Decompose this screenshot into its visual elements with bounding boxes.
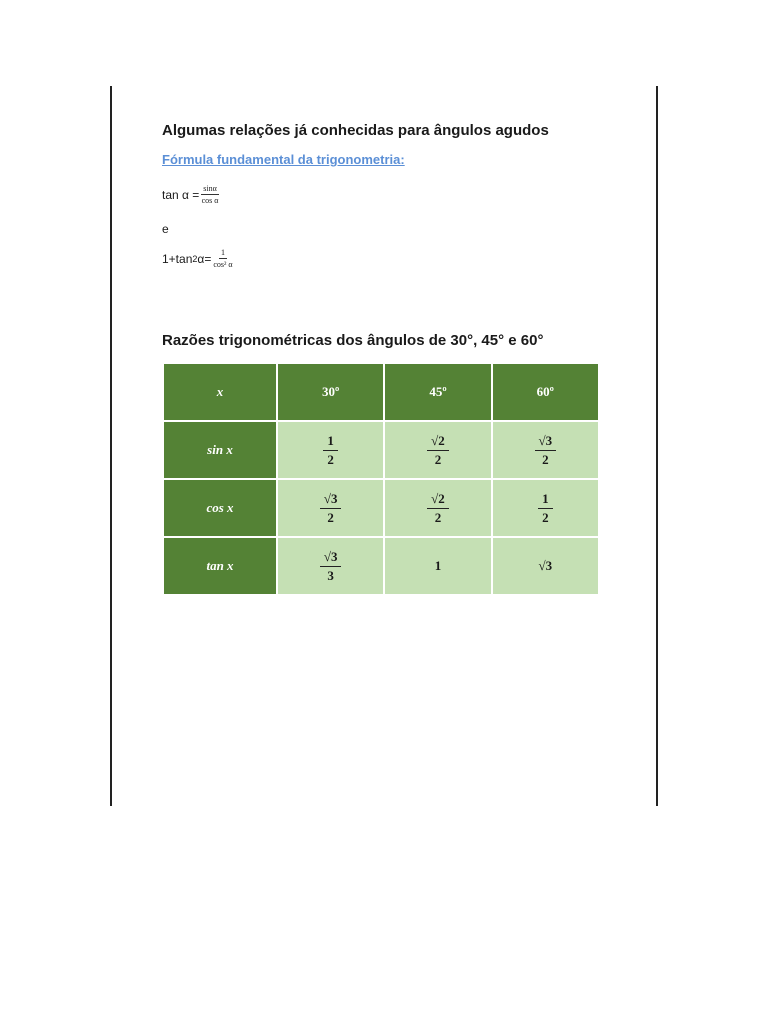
sin-30-cell [277,421,384,479]
sin-45-den: 2 [434,451,442,467]
tangent-formula-denominator: cos α [201,196,219,205]
sin-45-cell [384,421,491,479]
document-page [110,86,658,806]
tan-30-num: √3 [320,549,342,567]
trig-ratios-table [162,362,600,596]
sin-30-num: 1 [323,433,338,451]
header-45: 45º [384,363,491,421]
cos-30-cell [277,479,384,537]
table-heading: Razões trigonométricas dos ângulos de 30°, 45° e 60° [162,332,544,349]
table-row [163,421,599,479]
tangent-formula-fraction [201,184,219,205]
identity-lhs-part2: α= [197,251,212,266]
cos-60-den: 2 [542,509,549,525]
header-x: x [163,363,277,421]
tan-45-cell: 1 [384,537,491,595]
table-row [163,479,599,537]
sin-30-den: 2 [327,451,334,467]
table-header-row [163,363,599,421]
cos-45-num: √2 [427,491,449,509]
identity-lhs-part1: 1+tan [162,251,193,266]
sin-45-num: √2 [427,433,449,451]
secant-identity-formula [162,248,233,269]
sin-60-cell [492,421,599,479]
tan-60-cell: √3 [492,537,599,595]
tan-30-den: 3 [327,567,334,583]
identity-numerator: 1 [220,248,225,257]
table-row [163,537,599,595]
cos-30-num: √3 [320,491,342,509]
sin-60-den: 2 [542,451,549,467]
sin-60-num: √3 [535,433,557,451]
identity-denominator: cos² α [213,260,233,269]
header-60: 60º [492,363,599,421]
fundamental-formula-link[interactable]: Fórmula fundamental da trigonometria: [162,152,405,167]
identity-exponent: 2 [192,253,198,264]
row-label-tan: tan x [163,537,277,595]
cos-45-cell [384,479,491,537]
tangent-formula-numerator: sinα [203,184,217,193]
cos-45-den: 2 [434,509,442,525]
header-30: 30º [277,363,384,421]
tangent-formula-lhs: tan α = [162,187,200,202]
row-label-cos: cos x [163,479,277,537]
cos-60-num: 1 [538,491,553,509]
identity-fraction [213,248,232,269]
connector-text: e [162,222,169,236]
cos-30-den: 2 [327,509,334,525]
row-label-sin: sin x [163,421,277,479]
section-heading: Algumas relações já conhecidas para ângulos agudos [162,122,549,139]
tan-30-cell [277,537,384,595]
cos-60-cell [492,479,599,537]
tangent-formula [162,184,219,205]
